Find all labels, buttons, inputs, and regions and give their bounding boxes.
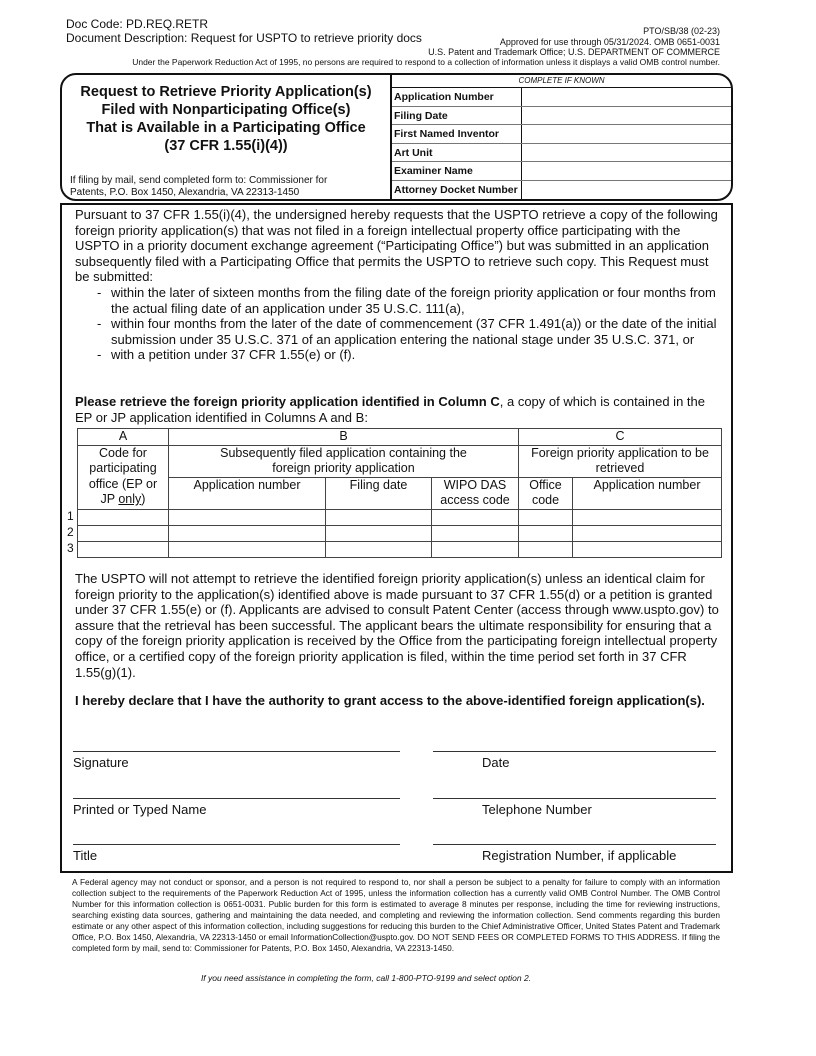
table-cell-input[interactable] [519, 525, 573, 541]
row-number: 1 [67, 509, 74, 523]
table-row [78, 509, 722, 525]
signature-label: Signature [73, 755, 129, 770]
known-field-row [392, 181, 731, 200]
row-number: 2 [67, 525, 74, 539]
c-app-number-header: Application number [573, 477, 722, 509]
intro-paragraph: Pursuant to 37 CFR 1.55(i)(4), the undersigned hereby requests that the USPTO retrieve a copy of the following foreign priority application(s) that was not filed in a foreign intellectual property office participating with the USPTO in a priority document exchange agreement (“Participating Office”) but was submitted in an application subsequently filed with a Participating Office that permits the USPTO to retrieve such copy. This Request must be submitted: [75, 207, 718, 285]
known-field-row [392, 125, 731, 144]
retrieve-instruction-bold: Please retrieve the foreign priority application identified in Column C [75, 394, 500, 409]
table-row [78, 541, 722, 557]
table-cell-input[interactable] [78, 541, 169, 557]
agency: U.S. Patent and Trademark Office; U.S. DEPARTMENT OF COMMERCE [428, 47, 720, 57]
retrieve-instruction-rest: , a copy of which is contained in the EP or JP application identified in Columns A and B: [75, 394, 705, 425]
table-cell-input[interactable] [432, 541, 519, 557]
known-field-input[interactable] [522, 88, 731, 106]
retrieval-notice: The USPTO will not attempt to retrieve the identified foreign priority application(s) unless an identical claim for foreign priority to the application(s) identified above is made pursuant to 37 CFR 1.55(d) or a petition is granted under 37 CFR 1.55(e) or (f). Applicants are advised to consult Patent Center (access through www.uspto.gov) to assure that the retrieval has been successful. The applicant bears the ultimate responsibility for ensuring that a copy of the foreign priority application is received by the Office from the participating foreign intellectual property office, or a certified copy of the foreign priority application is filed, within the time period set forth in 37 CFR 1.55(g)(1). [75, 571, 719, 680]
table-cell-input[interactable] [169, 525, 326, 541]
known-field-input[interactable] [522, 162, 731, 180]
known-field-row [392, 88, 731, 107]
title-line-field[interactable] [73, 844, 400, 845]
paperwork-notice: Under the Paperwork Reduction Act of 1995, no persons are required to respond to a collection of information unless it displays a valid OMB control number. [132, 57, 720, 67]
known-field-label: First Named Inventor [392, 125, 522, 143]
col-c-desc: Foreign priority application to be retrieved [519, 445, 722, 477]
table-cell-input[interactable] [573, 525, 722, 541]
signature-line[interactable] [73, 751, 400, 752]
doc-description: Document Description: Request for USPTO to retrieve priority docs [66, 31, 422, 45]
date-label: Date [482, 755, 510, 770]
table-row [78, 525, 722, 541]
col-a-header: A [78, 429, 169, 446]
col-a-desc-end: ) [141, 492, 146, 506]
complete-if-known-heading: COMPLETE IF KNOWN [392, 75, 731, 88]
retrieve-instruction [75, 394, 725, 425]
registration-line[interactable] [433, 844, 716, 845]
title-line: Request to Retrieve Priority Application(s) [80, 84, 372, 100]
col-a-desc [78, 445, 169, 509]
known-field-row [392, 162, 731, 181]
table-cell-input[interactable] [432, 509, 519, 525]
known-field-row [392, 144, 731, 163]
row-number: 3 [67, 541, 74, 555]
intro-text [75, 207, 725, 363]
col-b-header: B [169, 429, 519, 446]
form-title [62, 83, 390, 155]
title-line: Filed with Nonparticipating Office(s) [101, 102, 351, 118]
complete-if-known [390, 75, 731, 199]
table-cell-input[interactable] [573, 509, 722, 525]
known-field-label: Examiner Name [392, 162, 522, 180]
timing-options [97, 285, 725, 363]
title-line: (37 CFR 1.55(i)(4)) [164, 138, 288, 154]
b-app-number-header: Application number [169, 477, 326, 509]
col-a-desc-text: Code for participating office (EP or JP [88, 445, 158, 506]
known-field-input[interactable] [522, 107, 731, 125]
name-label: Printed or Typed Name [73, 802, 207, 817]
mail-note: If filing by mail, send completed form to: Commissioner for Patents, P.O. Box 1450, Alexandria, VA 22313-1450 [70, 175, 328, 198]
b-wipo-das-header: WIPO DAS access code [432, 477, 519, 509]
known-field-input[interactable] [522, 181, 731, 200]
table-cell-input[interactable] [519, 509, 573, 525]
known-field-input[interactable] [522, 144, 731, 162]
title-label: Title [73, 848, 98, 863]
known-field-input[interactable] [522, 125, 731, 143]
col-b-desc: Subsequently filed application containing the foreign priority application [169, 445, 519, 477]
known-field-row [392, 107, 731, 126]
table-cell-input[interactable] [326, 509, 432, 525]
burden-statement: A Federal agency may not conduct or sponsor, and a person is not required to respond to, nor shall a person be subject to a penalty for failure to comply with an information collection subject to the requirements of the Paperwork Reduction Act of 1995, unless the information collection has a currently valid OMB Control Number. The OMB Control Number for this information collection is 0651-0031. Public burden for this form is estimated to average 8 minutes per response, including the time for reviewing instructions, searching existing data sources, gathering and maintaining the data needed, and completing and reviewing the information collection. Send comments regarding this burden estimate or any other aspect of this information collection, including suggestions for reducing this burden to the Chief Administrative Officer, United States Patent and Trademark Office, P.O. Box 1450, Alexandria, VA 22313-1450 or email InformationCollection@uspto.gov. DO NOT SEND FEES OR COMPLETED FORMS TO THIS ADDRESS. If filing the completed form by mail, send to: Commissioner for Patents, P.O. Box 1450, Alexandria, VA 22313-1450. [72, 877, 720, 953]
c-office-code-header: Office code [519, 477, 573, 509]
table-cell-input[interactable] [519, 541, 573, 557]
table-cell-input[interactable] [326, 541, 432, 557]
known-field-label: Application Number [392, 88, 522, 106]
table-cell-input[interactable] [169, 509, 326, 525]
option-item: - within the later of sixteen months from the filing date of the foreign priority application or four months from the actual filing date of an application under 35 U.S.C. 111(a), [97, 285, 725, 316]
priority-table [77, 428, 722, 558]
b-filing-date-header: Filing date [326, 477, 432, 509]
request-body [60, 203, 733, 873]
known-field-label: Art Unit [392, 144, 522, 162]
option-item: - within four months from the later of the date of commencement (37 CFR 1.491(a)) or the date of the initial submission under 35 U.S.C. 371 of an application entering the national stage under 35 U.S.C. 371, or [97, 316, 725, 347]
table-cell-input[interactable] [573, 541, 722, 557]
known-field-label: Attorney Docket Number [392, 181, 522, 200]
title-line: That is Available in a Participating Office [86, 120, 366, 136]
table-cell-input[interactable] [78, 509, 169, 525]
form-number: PTO/SB/38 (02-23) [643, 26, 720, 36]
form-header-box [60, 73, 733, 201]
table-cell-input[interactable] [432, 525, 519, 541]
known-field-label: Filing Date [392, 107, 522, 125]
option-item: - with a petition under 37 CFR 1.55(e) or (f). [97, 347, 725, 363]
assistance-note: If you need assistance in completing the form, call 1-800-PTO-9199 and select option 2. [200, 973, 532, 983]
registration-label: Registration Number, if applicable [482, 848, 677, 863]
name-line[interactable] [73, 798, 400, 799]
table-cell-input[interactable] [78, 525, 169, 541]
doc-code: Doc Code: PD.REQ.RETR [66, 17, 209, 31]
date-line[interactable] [433, 751, 716, 752]
approval-note: Approved for use through 05/31/2024. OMB 0651-0031 [499, 37, 720, 47]
telephone-line[interactable] [433, 798, 716, 799]
table-cell-input[interactable] [326, 525, 432, 541]
col-a-desc-only: only [118, 492, 142, 506]
table-cell-input[interactable] [169, 541, 326, 557]
col-c-header: C [519, 429, 722, 446]
telephone-label: Telephone Number [482, 802, 592, 817]
authority-declaration: I hereby declare that I have the authority to grant access to the above-identified foreign application(s). [75, 693, 705, 708]
